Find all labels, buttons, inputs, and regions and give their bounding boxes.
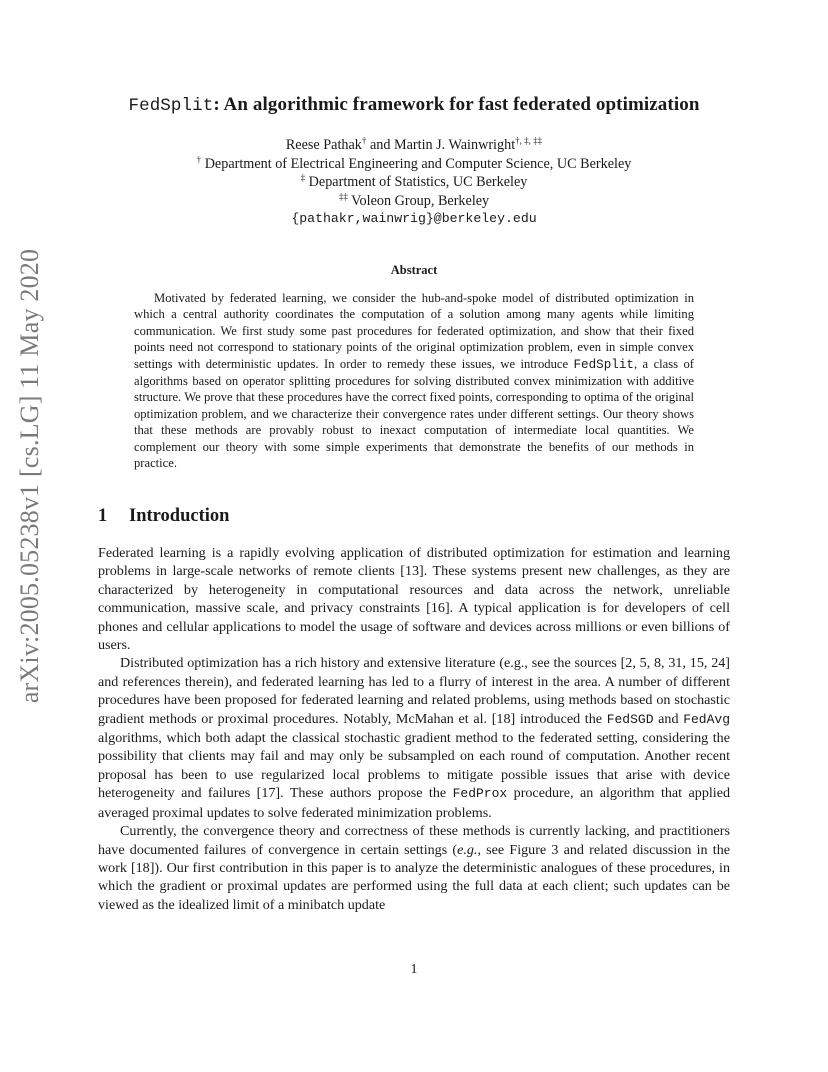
abstract-text-part: , a class of algorithms based on operator splitting procedures for solving distributed convex minimization with additive structure. We prove that these procedures have the correct fixed points, corresponding to optima of the original optimization problem, and we characterize their convergence rates under different settings. Our theory shows that these methods are provably robust to inexact computation of intermediate local quantities. We complement our theory with some simple experiments that demonstrate the benefits of our methods in practice. [134, 356, 694, 471]
paper-title [0, 94, 828, 116]
arxiv-side-stamp [10, 248, 50, 704]
affiliation-mark: ‡‡ [338, 190, 348, 201]
affiliation-mark: † [196, 153, 202, 164]
abstract-text-part: Motivated by federated learning, we consider the hub-and-spoke model of distributed optimization in which a central authority coordinates the computation of a solution among many agents while limiting communication. We first study some past procedures for federated optimization, and show that their fixed points need not correspond to stationary points of the original optimization problem, even in simple convex settings with deterministic updates. In order to remedy these issues, we introduce [134, 291, 694, 371]
author-name: Reese Pathak [285, 137, 362, 153]
code-term: FedAvg [683, 711, 730, 727]
affiliation-mark: †, ‡, ‡‡ [515, 135, 543, 146]
title-text: : An algorithmic framework for fast federated optimization [213, 94, 700, 115]
author-name: Martin J. Wainwright [393, 137, 516, 153]
body-text [98, 544, 730, 914]
paragraph-text: and [653, 710, 684, 727]
paragraph-text: procedure, an algorithm that applied averaged proximal updates to solve federated minimization problems. [98, 785, 730, 821]
section-number: 1 [98, 506, 108, 526]
affiliation-line [0, 192, 828, 211]
paragraph-text: algorithms, which both adapt the classical stochastic gradient method to the federated setting, considering the possibility that clients may fail and may only be subsampled on each round of computation. Another recent proposal has been to use regularized local problems to mitigate possible issues that arise with device heterogeneity and failures [17]. These authors propose the [98, 730, 730, 802]
section-title: Introduction [129, 506, 230, 526]
affiliation-text: Department of Statistics, UC Berkeley [305, 174, 528, 190]
abstract-text [134, 290, 694, 471]
abstract-heading: Abstract [390, 263, 438, 277]
paragraph: Federated learning is a rapidly evolving application of distributed optimization for estimation and learning problems in large-scale networks of remote clients [13]. These systems present new challenges, as they are characterized by heterogeneity in computational resources and data across the network, unreliable communication, massive scale, and privacy constraints [16]. A typical application is for developers of cell phones and cellular applications to model the usage of software and devices across millions or even billions of users. [98, 545, 730, 654]
page-number: 1 [410, 962, 418, 977]
paragraph-text: , see Figure 3 and related discussion in the work [18]). Our first contribution in this paper is to analyze the deterministic analogues of these procedures, in which the gradient or proximal updates are performed using the full data at each client; such updates can be viewed as the idealized limit of a minibatch update [98, 841, 730, 913]
author-names [0, 136, 828, 155]
emphasis-text: e.g. [457, 841, 478, 858]
arxiv-identifier: arXiv:2005.05238v1 [cs.LG] 11 May 2020 [15, 248, 45, 704]
code-term: FedSGD [606, 711, 654, 727]
title-method-name: FedSplit [128, 96, 214, 116]
affiliation-text: Voleon Group, Berkeley [347, 192, 490, 209]
paragraph-text: Currently, the convergence theory and correctness of these methods is currently lacking, and practitioners have documented failures of convergence in certain settings ( [98, 823, 730, 858]
paragraph [98, 822, 730, 914]
author-separator: and [366, 137, 394, 153]
paragraph-text: Distributed optimization has a rich history and extensive literature (e.g., see the sources [2, 5, 8, 31, 15, 24] and references therein), and federated learning has led to a flurry of interest in the area. A number of different procedures have been proposed for federated learning and related problems, using methods based on stochastic gradient methods or proximal procedures. Notably, McMahan et al. [18] introduced the [98, 655, 730, 727]
abstract-code-term: FedSplit [573, 357, 634, 372]
code-term: FedProx [452, 786, 508, 802]
section-heading [98, 506, 229, 527]
author-block [0, 136, 828, 229]
affiliation-line [0, 155, 828, 174]
paragraph [98, 654, 730, 822]
affiliation-mark: † [361, 135, 367, 146]
affiliation-mark: ‡ [300, 172, 306, 183]
affiliation-line [0, 173, 828, 192]
author-email: {pathakr,wainwrig}@berkeley.edu [291, 211, 537, 226]
affiliation-text: Department of Electrical Engineering and Computer Science, UC Berkeley [201, 155, 632, 172]
